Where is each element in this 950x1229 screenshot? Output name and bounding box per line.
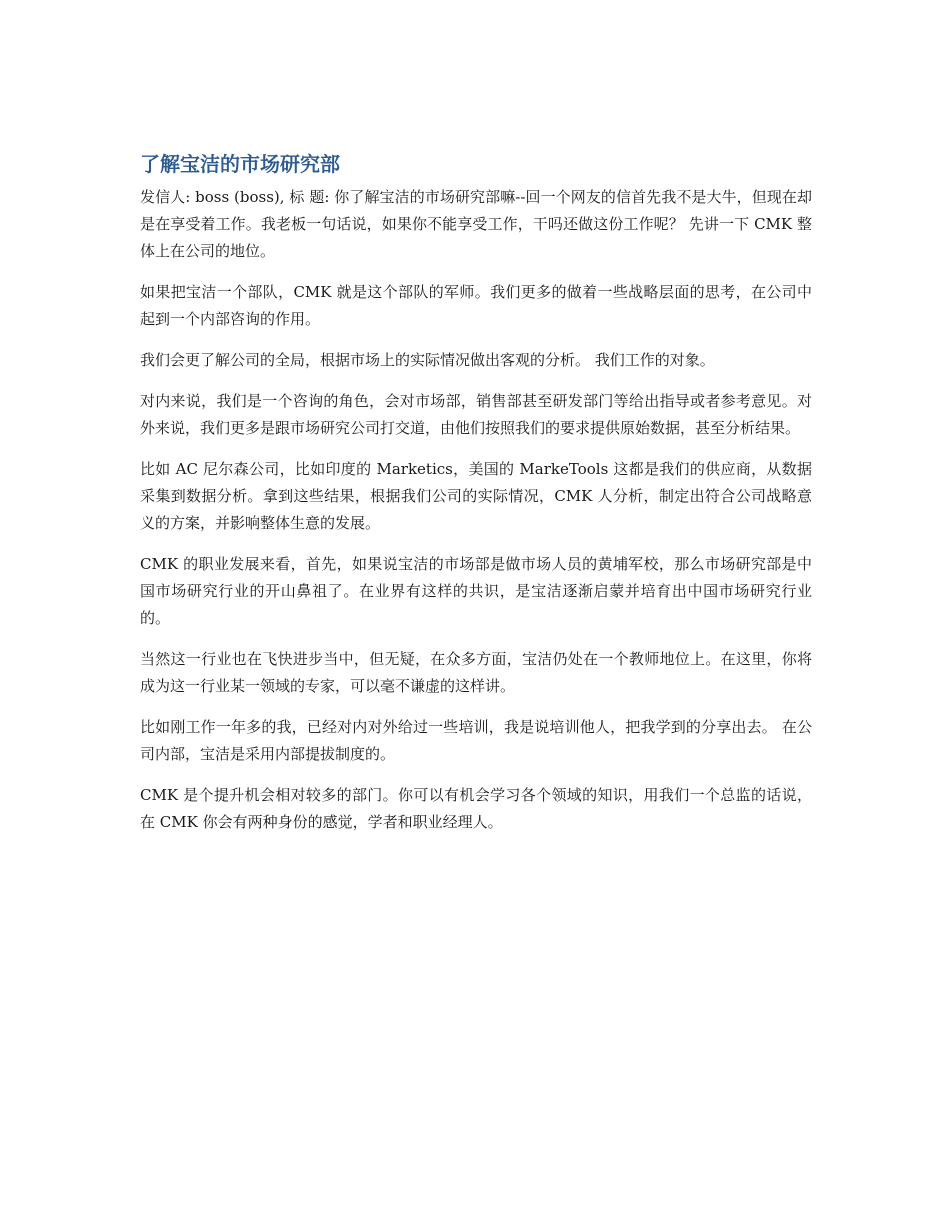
paragraph-internal-external: 对内来说，我们是一个咨询的角色，会对市场部，销售部甚至研发部门等给出指导或者参考意见。对外来说，我们更多是跟市场研究公司打交道，由他们按照我们的要求提供原始数据，甚至分析结果。 xyxy=(140,392,812,437)
document-body xyxy=(140,150,812,850)
paragraph-sender-intro: 发信人: boss (boss), 标 题: 你了解宝洁的市场研究部嘛--回一个网友的信首先我不是大牛，但现在却是在享受着工作。我老板一句话说，如果你不能享受工作，干吗还做这份工作呢？ 先讲一下 CMK 整体上在公司的地位。 xyxy=(140,188,812,260)
paragraph-cmk-role: 如果把宝洁一个部队，CMK 就是这个部队的军师。我们更多的做着一些战略层面的思考，在公司中起到一个内部咨询的作用。 xyxy=(140,283,812,328)
document-title: 了解宝洁的市场研究部 xyxy=(140,152,340,176)
paragraph-training: 比如刚工作一年多的我，已经对内对外给过一些培训，我是说培训他人，把我学到的分享出去。 在公司内部，宝洁是采用内部提拔制度的。 xyxy=(140,718,812,763)
paragraph-promotion: CMK 是个提升机会相对较多的部门。你可以有机会学习各个领域的知识，用我们一个总监的话说，在 CMK 你会有两种身份的感觉，学者和职业经理人。 xyxy=(140,786,812,831)
paragraph-company-overview: 我们会更了解公司的全局，根据市场上的实际情况做出客观的分析。 我们工作的对象。 xyxy=(140,351,715,369)
paragraph-career-development: CMK 的职业发展来看，首先，如果说宝洁的市场部是做市场人员的黄埔军校，那么市场研究部是中国市场研究行业的开山鼻祖了。在业界有这样的共识，是宝洁逐渐启蒙并培育出中国市场研究行业的。 xyxy=(140,555,812,627)
paragraph-industry-position: 当然这一行业也在飞快进步当中，但无疑，在众多方面，宝洁仍处在一个教师地位上。在这里，你将成为这一行业某一领域的专家，可以毫不谦虚的这样讲。 xyxy=(140,650,812,695)
paragraph-suppliers: 比如 AC 尼尔森公司，比如印度的 Marketics，美国的 MarkeTools 这都是我们的供应商，从数据采集到数据分析。拿到这些结果，根据我们公司的实际情况，CMK 人分析，制定出符合公司战略意义的方案，并影响整体生意的发展。 xyxy=(140,460,812,532)
